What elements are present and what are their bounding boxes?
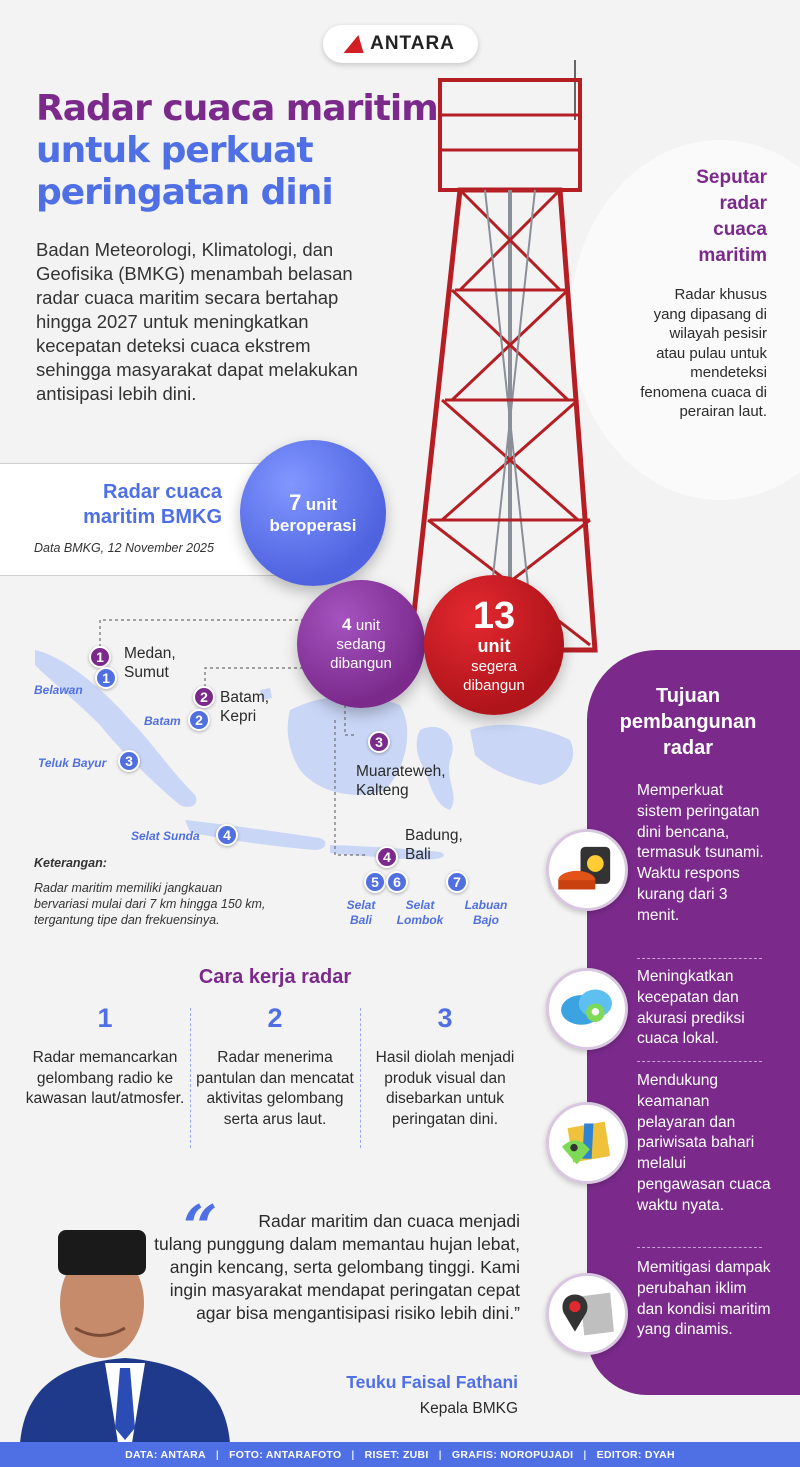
footer-credits	[0, 1442, 800, 1467]
seputar-title-line: maritim	[698, 245, 767, 266]
building-site-label	[124, 644, 176, 682]
building-marker: 4	[376, 846, 398, 868]
quote-author-name: Teuku Faisal Fathani	[346, 1372, 518, 1392]
site-region: Kalteng	[356, 782, 409, 799]
legend-text: Radar maritim memiliki jangkauan bervariasi mulai dari 7 km hingga 150 km, tergantung tipe dan frekuensinya.	[34, 881, 266, 927]
credit-editor: EDITOR: DYAH	[596, 1448, 675, 1461]
logo-text: ANTARA	[370, 33, 455, 54]
seputar-title-line: Seputar	[696, 167, 767, 188]
site-name: Bajo	[472, 913, 499, 927]
operating-marker: 1	[95, 667, 117, 689]
step-text: Radar menerima pantulan dan mencatat aktivitas gelombang serta arus laut.	[196, 1049, 354, 1128]
seputar-description: Radar khusus yang dipasang di wilayah pesisir atau pulau untuk mendeteksi fenomena cuaca di perairan laut.	[640, 286, 767, 420]
credit-separator: |	[215, 1448, 220, 1461]
alarm-button-icon	[546, 829, 628, 911]
credit-data: DATA: ANTARA	[125, 1448, 206, 1461]
site-region: Sumut	[124, 664, 169, 681]
operating-marker: 6	[386, 871, 408, 893]
credit-research: RISET: ZUBI	[364, 1448, 429, 1461]
quote-mark-icon: “	[183, 1193, 218, 1263]
tujuan-item-text: Mendukung keamanan pelayaran dan pariwisata bahari melalui pengawasan cuaca waktu nyata.	[637, 1072, 771, 1214]
seputar-title-line: radar	[719, 193, 767, 214]
cloud-location-icon	[546, 968, 628, 1050]
building-count: 4	[341, 615, 352, 634]
operating-marker: 5	[364, 871, 386, 893]
stats-title-line-2: maritim BMKG	[83, 506, 222, 528]
operating-marker: 4	[216, 824, 238, 846]
tujuan-divider	[637, 1247, 762, 1248]
operating-site-label	[392, 898, 448, 928]
site-region: Bali	[405, 846, 431, 863]
operating-label: beroperasi	[269, 516, 357, 535]
building-marker: 3	[368, 731, 390, 753]
stats-title-line-1: Radar cuaca	[103, 481, 222, 503]
step-text: Hasil diolah menjadi produk visual dan disebarkan untuk peringatan dini.	[375, 1049, 515, 1128]
operating-marker: 2	[188, 709, 210, 731]
step-3	[360, 1003, 530, 1130]
tujuan-divider	[637, 1061, 762, 1062]
step-number: 1	[97, 1003, 113, 1033]
operating-site-label: Selat Sunda	[131, 829, 200, 843]
building-site-label	[356, 762, 446, 800]
operating-site-label: Teluk Bayur	[38, 756, 107, 770]
antara-logo	[323, 25, 478, 63]
building-label-2: dibangun	[330, 655, 392, 672]
site-name: Badung,	[405, 827, 463, 844]
operating-site-label: Belawan	[34, 683, 83, 697]
site-name: Selat	[405, 898, 435, 912]
step-text: Radar memancarkan gelombang radio ke kawasan laut/atmosfer.	[25, 1049, 185, 1107]
step-1	[20, 1003, 190, 1110]
site-region: Kepri	[220, 708, 257, 725]
building-bubble	[297, 580, 425, 708]
quote-author-role: Kepala BMKG	[419, 1400, 518, 1417]
planned-unit: unit	[477, 635, 511, 656]
title-line-3: peringatan dini	[36, 172, 333, 213]
credit-separator: |	[438, 1448, 442, 1461]
operating-marker: 3	[118, 750, 140, 772]
credit-photo: FOTO: ANTARAFOTO	[229, 1448, 342, 1461]
site-name: Muarateweh,	[356, 763, 446, 780]
planned-label-2: dibangun	[463, 676, 525, 694]
stats-title	[40, 480, 222, 530]
operating-marker: 7	[446, 871, 468, 893]
site-name: Medan,	[124, 645, 176, 662]
tujuan-item-text: Memitigasi dampak perubahan iklim dan kondisi maritim yang dinamis.	[637, 1259, 771, 1339]
planned-bubble	[424, 575, 564, 715]
building-marker: 1	[89, 646, 111, 668]
site-name: Labuan	[464, 898, 508, 912]
tujuan-item-text: Meningkatkan kecepatan dan akurasi prediksi cuaca lokal.	[637, 968, 745, 1048]
stats-date: Data BMKG, 12 November 2025	[34, 541, 214, 555]
site-name: Batam,	[220, 689, 270, 706]
title-line-1: Radar cuaca maritim	[36, 88, 438, 129]
planned-count: 13	[472, 594, 516, 637]
cara-kerja-title: Cara kerja radar	[198, 966, 352, 988]
radar-tower-illustration	[380, 60, 610, 660]
planned-label-1: segera	[471, 657, 517, 675]
tujuan-divider	[637, 958, 762, 959]
quote-text: Radar maritim dan cuaca menjadi tulang punggung dalam memantau hujan lebat, angin kencang, serta gelombang tinggi. Kami ingin masyarakat mendapat peringatan cepat agar bisa mengantisipasi risiko lebih dini.”	[154, 1211, 520, 1323]
map-pin-icon	[546, 1273, 628, 1355]
operating-unit: unit	[305, 495, 337, 514]
site-name: Bali	[349, 913, 372, 927]
building-label-1: sedang	[336, 636, 386, 653]
site-name: Lombok	[396, 913, 444, 927]
building-unit: unit	[355, 617, 381, 634]
map-ship-icon	[546, 1102, 628, 1184]
tujuan-item-text: Memperkuat sistem peringatan dini bencana, termasuk tsunami. Waktu respons kurang dari 3 menit.	[637, 782, 764, 924]
building-site-label	[220, 688, 269, 726]
title-line-2: untuk perkuat	[36, 130, 313, 171]
operating-site-label	[338, 898, 384, 928]
building-site-label	[405, 826, 463, 864]
site-name: Selat	[346, 898, 376, 912]
operating-bubble	[240, 440, 386, 586]
operating-site-label: Batam	[144, 714, 181, 728]
intro-paragraph: Badan Meteorologi, Klimatologi, dan Geofisika (BMKG) menambah belasan radar cuaca maritim secara bertahap hingga 2027 untuk meningkatkan kecepatan deteksi cuaca ekstrem sehingga masyarakat dapat melakukan antisipasi lebih dini.	[36, 239, 358, 404]
seputar-title	[640, 165, 767, 269]
credit-separator: |	[351, 1448, 355, 1461]
operating-site-label	[458, 898, 514, 928]
step-2	[190, 1003, 360, 1130]
antara-logo-icon	[344, 35, 369, 53]
credit-separator: |	[583, 1448, 587, 1461]
step-number: 2	[267, 1003, 283, 1033]
step-number: 3	[437, 1003, 453, 1033]
credit-graphics: GRAFIS: NOROPUJADI	[451, 1448, 574, 1461]
building-marker: 2	[193, 686, 215, 708]
seputar-title-line: cuaca	[713, 219, 767, 240]
tujuan-title: Tujuan pembangunan radar	[619, 685, 757, 759]
operating-count: 7	[289, 490, 302, 515]
legend-title: Keterangan:	[34, 856, 107, 870]
